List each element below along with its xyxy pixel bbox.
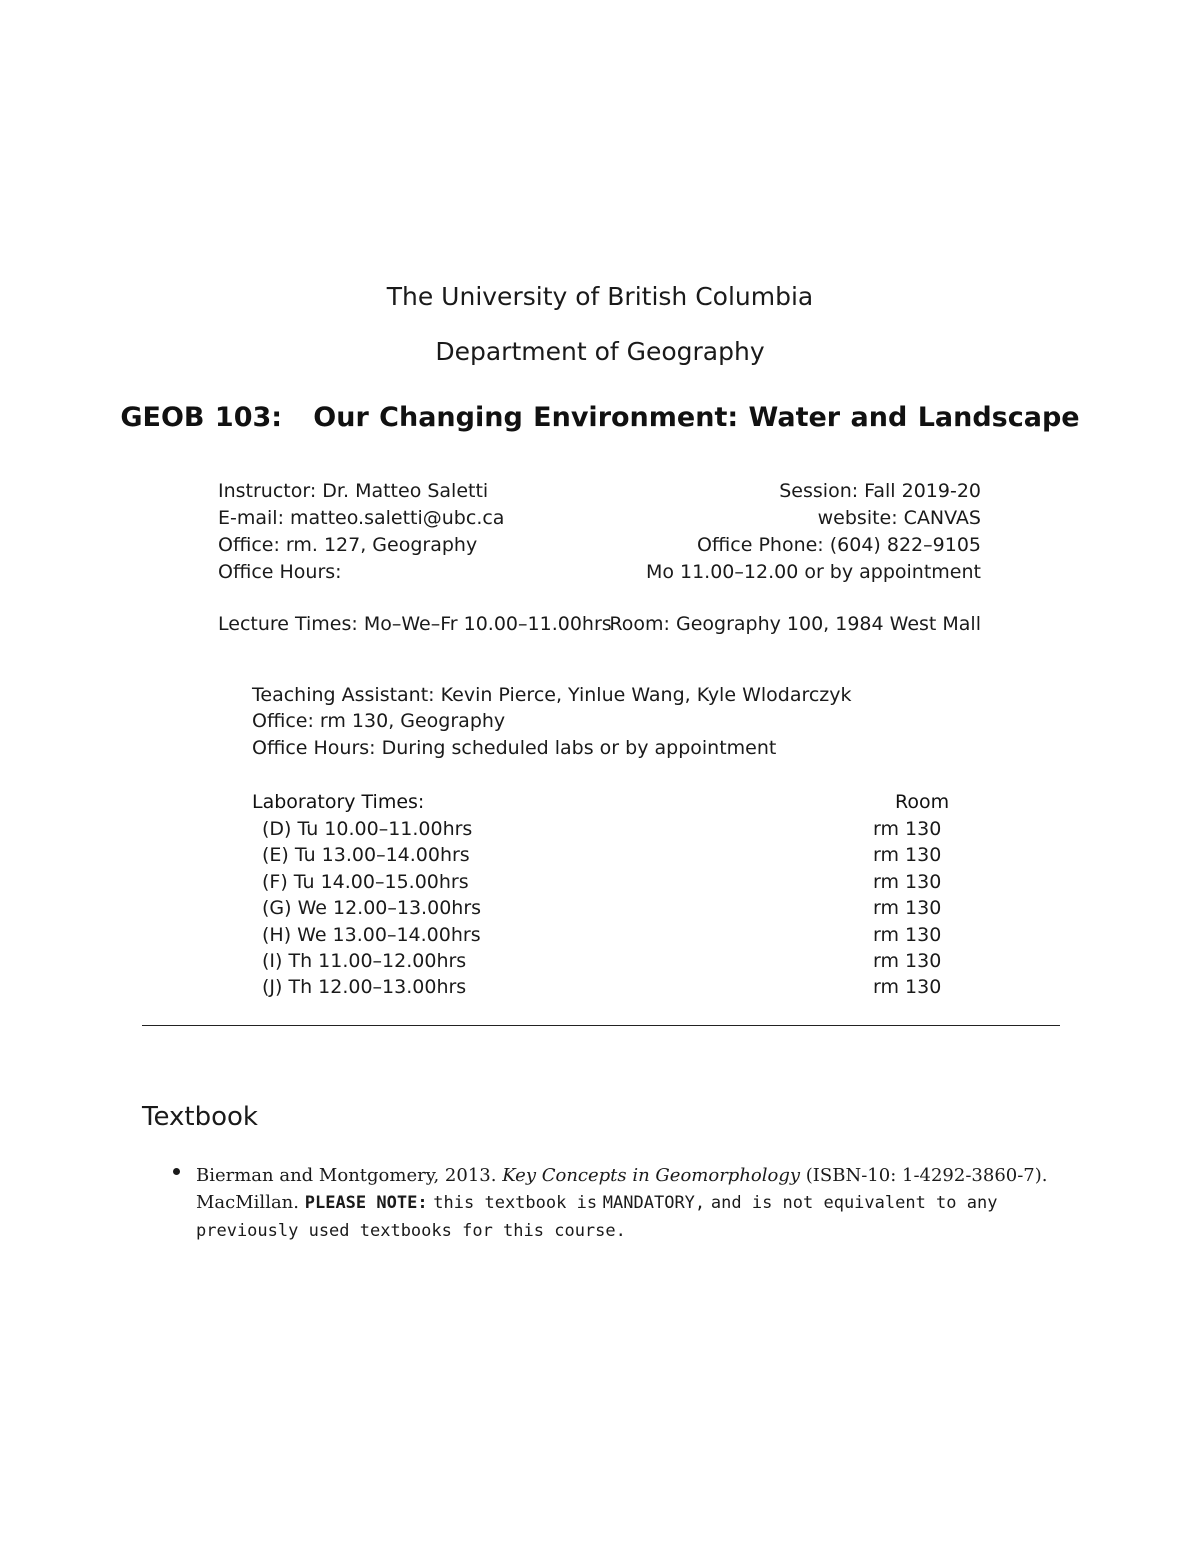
textbook-isbn: (ISBN-10: 1-4292-3860-7). — [805, 1165, 1048, 1186]
office: Office: rm. 127, Geography — [218, 534, 478, 556]
email: E-mail: matteo.saletti@ubc.ca — [218, 507, 505, 529]
course-title: GEOB 103: Our Changing Environment: Water and Landscape — [120, 402, 1080, 433]
lab-room-heading: Room — [895, 791, 950, 813]
lab-row-room: rm 130 — [873, 950, 942, 972]
lab-row-room: rm 130 — [873, 818, 942, 840]
textbook-note-mandatory: MANDATORY, — [602, 1193, 706, 1213]
teaching-assistants: Teaching Assistant: Kevin Pierce, Yinlue Wang, Kyle Wlodarczyk — [252, 684, 852, 706]
lab-row-time: (H) We 13.00–14.00hrs — [262, 924, 481, 946]
ta-office: Office: rm 130, Geography — [252, 710, 506, 732]
lab-row-room: rm 130 — [873, 924, 942, 946]
lab-row-room: rm 130 — [873, 844, 942, 866]
textbook-authors: Bierman and Montgomery, 2013. — [196, 1165, 497, 1186]
lab-row-time: (J) Th 12.00–13.00hrs — [262, 976, 467, 998]
lab-row-room: rm 130 — [873, 897, 942, 919]
horizontal-rule — [142, 1025, 1060, 1026]
bullet-icon — [173, 1168, 180, 1175]
website: website: CANVAS — [817, 507, 981, 529]
lecture-times: Lecture Times: Mo–We–Fr 10.00–11.00hrs — [218, 613, 612, 635]
office-phone: Office Phone: (604) 822–9105 — [696, 534, 981, 556]
university-name: The University of British Columbia — [386, 282, 814, 311]
session: Session: Fall 2019-20 — [779, 480, 981, 502]
instructor: Instructor: Dr. Matteo Saletti — [218, 480, 489, 502]
ta-office-hours: Office Hours: During scheduled labs or by appointment — [252, 737, 777, 759]
lab-row-time: (E) Tu 13.00–14.00hrs — [262, 844, 470, 866]
lecture-room: Room: Geography 100, 1984 West Mall — [609, 613, 981, 635]
lab-row-time: (I) Th 11.00–12.00hrs — [262, 950, 467, 972]
textbook-note-text-2: and is not equivalent to any previously used textbooks for this course. — [196, 1193, 998, 1241]
lab-times-heading: Laboratory Times: — [252, 791, 425, 813]
lab-row-room: rm 130 — [873, 976, 942, 998]
textbook-section-title: Textbook — [142, 1102, 258, 1132]
textbook-entry — [196, 1162, 1066, 1245]
office-hours-value: Mo 11.00–12.00 or by appointment — [645, 561, 981, 583]
lab-row-time: (G) We 12.00–13.00hrs — [262, 897, 482, 919]
lab-row-time: (F) Tu 14.00–15.00hrs — [262, 871, 469, 893]
office-hours-label: Office Hours: — [218, 561, 342, 583]
textbook-title: Key Concepts in Geomorphology — [502, 1165, 801, 1186]
textbook-publisher: MacMillan. — [196, 1192, 299, 1213]
lab-row-time: (D) Tu 10.00–11.00hrs — [262, 818, 473, 840]
textbook-note-text-1: this textbook is — [433, 1193, 598, 1213]
department-name: Department of Geography — [435, 337, 765, 366]
textbook-note-label: PLEASE NOTE: — [304, 1193, 428, 1213]
lab-row-room: rm 130 — [873, 871, 942, 893]
